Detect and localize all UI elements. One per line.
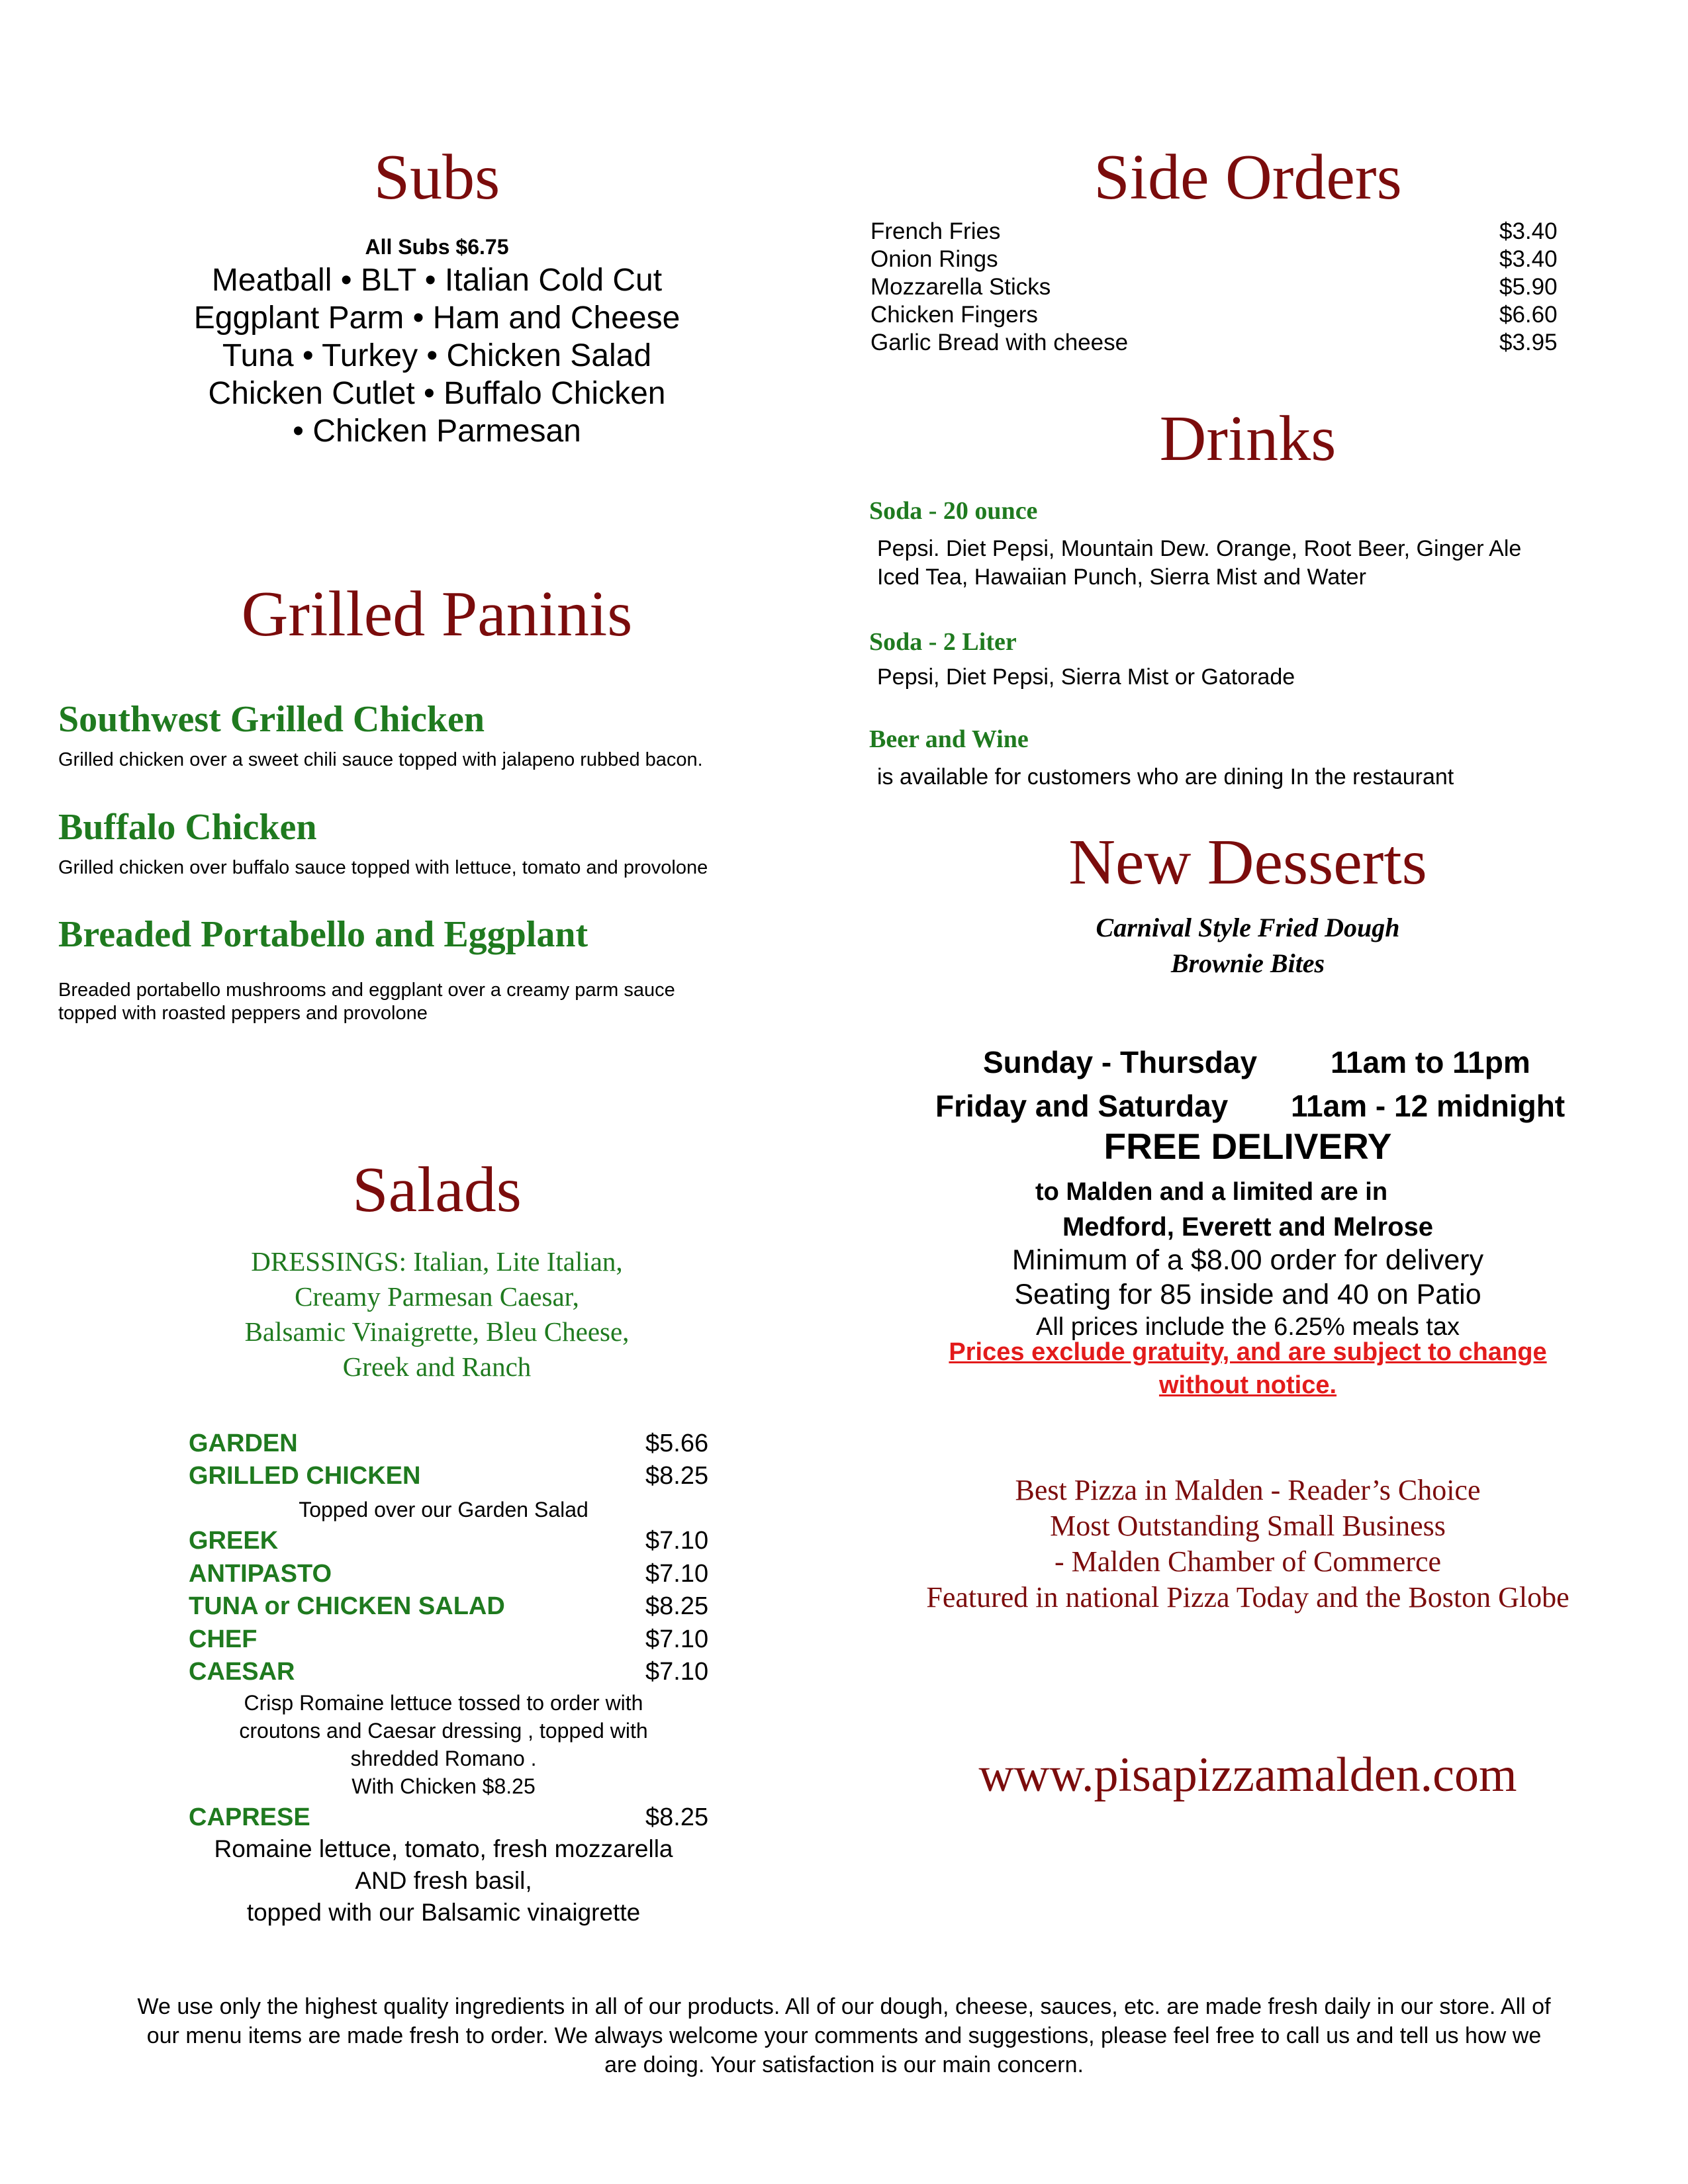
delivery-minimum: Minimum of a $8.00 order for delivery bbox=[1011, 1244, 1484, 1276]
drink-heading: Soda - 2 Liter bbox=[869, 628, 1017, 656]
website-link[interactable]: www.pisapizzamalden.com bbox=[978, 1748, 1517, 1802]
subs-price-line: All Subs $6.75 bbox=[365, 235, 509, 259]
salad-name: CHEF bbox=[189, 1625, 258, 1653]
salad-note-line: AND fresh basil, bbox=[355, 1867, 532, 1894]
side-item-name: Garlic Bread with cheese bbox=[870, 330, 1129, 355]
subs-line: Chicken Cutlet • Buffalo Chicken bbox=[208, 376, 666, 411]
salad-note-line: With Chicken $8.25 bbox=[352, 1774, 536, 1798]
drink-heading: Soda - 20 ounce bbox=[869, 497, 1038, 525]
salad-note bbox=[199, 1689, 688, 1800]
salad-price: $8.25 bbox=[645, 1803, 709, 1831]
panini-desc: topped with roasted peppers and provolone bbox=[58, 1003, 428, 1024]
panini-desc: Breaded portabello mushrooms and eggplant over a creamy parm sauce bbox=[58, 979, 675, 1001]
award-line: Most Outstanding Small Business bbox=[1050, 1510, 1446, 1542]
drink-line: Pepsi, Diet Pepsi, Sierra Mist or Gatorade bbox=[877, 664, 1295, 690]
side-item-price: $6.60 bbox=[1499, 302, 1558, 328]
drink-line: Iced Tea, Hawaiian Punch, Sierra Mist and Water bbox=[877, 565, 1366, 590]
salad-note-line: Crisp Romaine lettuce tossed to order with bbox=[244, 1691, 643, 1715]
panini-name: Buffalo Chicken bbox=[58, 807, 317, 848]
drink-line: is available for customers who are dining In the restaurant bbox=[877, 764, 1454, 790]
salad-price: $5.66 bbox=[645, 1430, 709, 1457]
dressings-line: DRESSINGS: Italian, Lite Italian, bbox=[251, 1246, 623, 1277]
side-orders-title: Side Orders bbox=[1094, 142, 1402, 213]
seating-info: Seating for 85 inside and 40 on Patio bbox=[1014, 1279, 1481, 1310]
salad-name: GRILLED CHICKEN bbox=[189, 1462, 421, 1490]
dressings-line: Greek and Ranch bbox=[342, 1351, 532, 1382]
hours-days: Friday and Saturday bbox=[935, 1089, 1229, 1123]
disclaimer-line: Prices exclude gratuity, and are subject to change bbox=[949, 1338, 1547, 1366]
hours-days: Sunday - Thursday bbox=[983, 1045, 1258, 1079]
disclaimer-line: without notice. bbox=[1158, 1371, 1337, 1399]
paninis-title: Grilled Paninis bbox=[241, 578, 633, 650]
salad-note-line: croutons and Caesar dressing , topped with bbox=[239, 1719, 648, 1743]
salad-price: $7.10 bbox=[645, 1625, 709, 1653]
salad-price: $7.10 bbox=[645, 1658, 709, 1686]
side-item-name: Mozzarella Sticks bbox=[870, 274, 1051, 300]
salad-name: GARDEN bbox=[189, 1430, 298, 1457]
awards bbox=[844, 1473, 1652, 1615]
dessert-item: Carnival Style Fried Dough bbox=[1096, 913, 1400, 942]
footer-line: are doing. Your satisfaction is our main concern. bbox=[604, 2052, 1084, 2077]
subs-title: Subs bbox=[373, 142, 500, 213]
drink-heading: Beer and Wine bbox=[869, 725, 1029, 753]
side-item-name: Chicken Fingers bbox=[870, 302, 1038, 328]
price-disclaimer bbox=[844, 1336, 1652, 1402]
salad-name: TUNA or CHICKEN SALAD bbox=[189, 1592, 505, 1620]
panini-desc: Grilled chicken over a sweet chili sauce topped with jalapeno rubbed bacon. bbox=[58, 749, 703, 770]
award-line: Featured in national Pizza Today and the Boston Globe bbox=[926, 1581, 1570, 1614]
dressings-line: Balsamic Vinaigrette, Bleu Cheese, bbox=[244, 1316, 630, 1347]
hours-time: 11am to 11pm bbox=[1331, 1045, 1530, 1079]
salad-note-line: shredded Romano . bbox=[350, 1747, 537, 1770]
drinks-title: Drinks bbox=[1159, 403, 1336, 475]
dressings-line: Creamy Parmesan Caesar, bbox=[295, 1281, 579, 1312]
drink-line: Pepsi. Diet Pepsi, Mountain Dew. Orange, Root Beer, Ginger Ale bbox=[877, 536, 1522, 561]
salad-price: $7.10 bbox=[645, 1527, 709, 1555]
salads-title: Salads bbox=[352, 1154, 522, 1226]
tax-info: All prices include the 6.25% meals tax bbox=[1036, 1313, 1460, 1341]
desserts-title: New Desserts bbox=[1068, 827, 1427, 898]
panini-desc: Grilled chicken over buffalo sauce topped with lettuce, tomato and provolone bbox=[58, 857, 708, 878]
panini-name: Southwest Grilled Chicken bbox=[58, 699, 485, 740]
award-line: Best Pizza in Malden - Reader’s Choice bbox=[1015, 1474, 1481, 1506]
subs-line: Tuna • Turkey • Chicken Salad bbox=[222, 338, 652, 373]
side-item-name: French Fries bbox=[870, 218, 1001, 244]
hours-time: 11am - 12 midnight bbox=[1291, 1089, 1566, 1123]
side-item-price: $3.95 bbox=[1499, 330, 1558, 355]
subs-line: Eggplant Parm • Ham and Cheese bbox=[193, 300, 680, 336]
delivery-area: to Malden and a limited are in bbox=[1035, 1178, 1388, 1206]
salad-price: $7.10 bbox=[645, 1560, 709, 1588]
award-line: - Malden Chamber of Commerce bbox=[1054, 1545, 1442, 1578]
panini-name: Breaded Portabello and Eggplant bbox=[58, 914, 588, 955]
salad-price: $8.25 bbox=[645, 1462, 709, 1490]
footer-note bbox=[40, 1992, 1648, 2079]
salad-name: GREEK bbox=[189, 1527, 279, 1555]
salad-name: ANTIPASTO bbox=[189, 1560, 332, 1588]
subs-line: Meatball • BLT • Italian Cold Cut bbox=[211, 263, 663, 298]
side-item-name: Onion Rings bbox=[870, 246, 998, 272]
salad-dressings bbox=[40, 1244, 834, 1385]
salad-note bbox=[165, 1833, 722, 1929]
delivery-area: Medford, Everett and Melrose bbox=[1062, 1212, 1434, 1242]
salad-note-line: topped with our Balsamic vinaigrette bbox=[246, 1899, 641, 1926]
salad-note: Topped over our Garden Salad bbox=[299, 1498, 588, 1522]
side-item-price: $3.40 bbox=[1499, 218, 1558, 244]
subs-list bbox=[40, 261, 834, 450]
side-item-price: $3.40 bbox=[1499, 246, 1558, 272]
free-delivery-title: FREE DELIVERY bbox=[1103, 1126, 1392, 1167]
side-item-price: $5.90 bbox=[1499, 274, 1558, 300]
dessert-item: Brownie Bites bbox=[1170, 948, 1325, 978]
salad-name: CAPRESE bbox=[189, 1803, 310, 1831]
footer-line: our menu items are made fresh to order. We always welcome your comments and suggestions, please feel free to call us and tell us how we bbox=[146, 2023, 1542, 2048]
footer-line: We use only the highest quality ingredients in all of our products. All of our dough, cheese, sauces, etc. are made fresh daily in our store. All of bbox=[137, 1994, 1551, 2019]
salad-name: CAESAR bbox=[189, 1658, 295, 1686]
salad-note-line: Romaine lettuce, tomato, fresh mozzarella bbox=[214, 1835, 673, 1862]
salad-price: $8.25 bbox=[645, 1592, 709, 1620]
subs-line: • Chicken Parmesan bbox=[293, 414, 581, 449]
